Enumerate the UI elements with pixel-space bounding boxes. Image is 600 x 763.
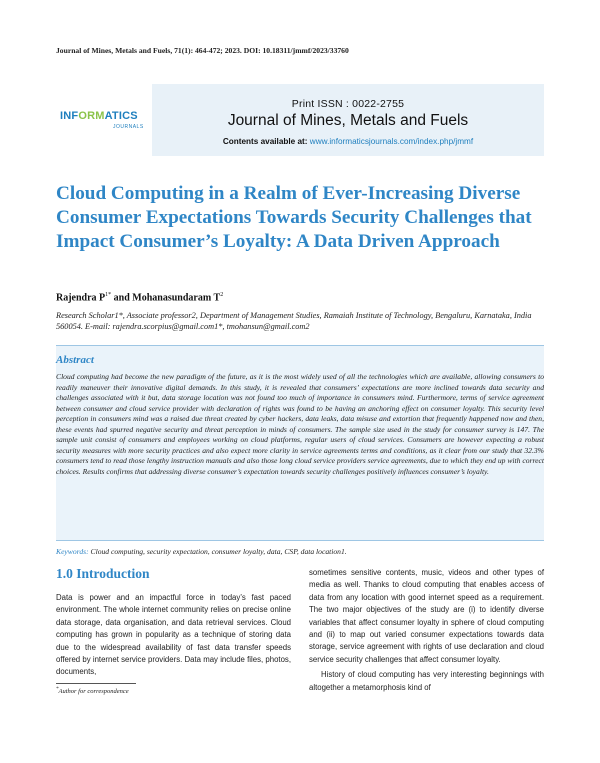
- print-issn: Print ISSN : 0022-2755: [291, 98, 405, 110]
- correspondence-footnote: [56, 687, 129, 695]
- journal-url-link[interactable]: www.informaticsjournals.com/index.php/jmmf: [309, 137, 474, 146]
- intro-paragraph: sometimes sensitive contents, music, videos and other types of media as well. Thanks to cloud computing that enables access of data from any location with good internet speed as a requirement. The two major objectives of the study are (i) to identify diverse variables that affect consumer loyalty in sphere of cloud computing and (ii) to map out varied consumer expectations towards data storage, service agreement with rights of use declaration and cloud service security challenges that affect consumer loyalty.: [309, 568, 544, 664]
- contents-available: [152, 137, 544, 146]
- author-name: Mohanasundaram T: [132, 292, 221, 304]
- journal-info-panel: [152, 84, 544, 156]
- author-marker: 1*: [105, 292, 112, 298]
- paper-title: Cloud Computing in a Realm of Ever-Increasing Diverse Consumer Expectations Towards Security Challenges that Impact Consumer’s Loyalty: A Data Driven Approach: [56, 183, 532, 252]
- footnote-divider: [56, 683, 136, 684]
- publisher-logo-text: INFORMATICS: [60, 110, 138, 122]
- keywords-line: [56, 547, 544, 556]
- publisher-logo-subtext: JOURNALS: [113, 124, 144, 130]
- intro-paragraph: History of cloud computing has very interesting beginnings with altogether a metamorphosis kind of: [309, 670, 544, 692]
- author-list: [56, 292, 223, 303]
- intro-right-column: [309, 567, 544, 694]
- author-marker: 2: [220, 292, 224, 298]
- journal-name: Journal of Mines, Metals and Fuels: [227, 112, 469, 129]
- footnote-text: Author for correspondence: [58, 688, 129, 696]
- abstract-section: [56, 345, 544, 541]
- author-affiliation: Research Scholar1*, Associate professor2, Department of Management Studies, Ramaiah Institute of Technology, Bengaluru, Karnataka, India 560054. E-mail: rajendra.scorpius@gmail.com1*, tmohansun@gmail.com2: [56, 311, 532, 331]
- abstract-text: Cloud computing had become the new paradigm of the future, as it is the most widely used of all the technologies which are available, allowing consumers to readily maneuver their innovative digital demands. In this study, it is revealed that consumers’ expectations are more inclined towards data security and challenges associated with it but, data storage location was not found too much of importance in consumers mind. Furthermore, terms of service agreement between consumer and cloud service provider with declaration of rights was found to be having an anchoring effect on consumer loyalty. This security level perception in consumers mind was a raised due threat created by cyber hackers, data leaks, data misuse and extortion that frequently happened now and then, these events had spurred negative security and threat perception in minds of consumers. The sample size used in the study for consumer survey is 147. The sample unit consist of consumers and employees working on cloud platforms, regular users of cloud services. Consumers are however expecting a robust security measures with more security practices and also expect more clarity in service agreements terms and conditions, as it clear from our study that 32.3% consumers tend to read those lengthy instruction manuals and also those long cloud service providers service agreements, due to which they end up with correct choices. Results confirms that addressing diverse consumer’s expectation towards security challenges positively influences consumer’s loyalty.: [56, 372, 544, 476]
- keywords-label: Keywords:: [56, 547, 89, 556]
- intro-left-column: Data is power and an impactful force in today’s fast paced environment. The whole internet community relies on precise online data storage, data organisation, and data retrieval services. Cloud computing has grown in popularity as a technique of storing data due to the widespread availability of fast data transfer speeds offered by internet service providers. Data may include files, photos, documents,: [56, 593, 291, 677]
- abstract-heading: Abstract: [56, 354, 94, 366]
- publisher-logo: [56, 84, 152, 156]
- contents-label: Contents available at:: [222, 137, 308, 146]
- journal-citation: Journal of Mines, Metals and Fuels, 71(1): 464-472; 2023. DOI: 10.18311/jmmf/2023/33760: [56, 46, 349, 55]
- journal-banner: [56, 84, 544, 156]
- keywords-text: Cloud computing, security expectation, consumer loyalty, data, CSP, data location1.: [90, 547, 347, 556]
- author-conjunction: and: [113, 292, 130, 304]
- intro-heading: 1.0 Introduction: [56, 566, 150, 581]
- author-name: Rajendra P: [56, 292, 106, 304]
- footnote-marker: *: [56, 687, 59, 692]
